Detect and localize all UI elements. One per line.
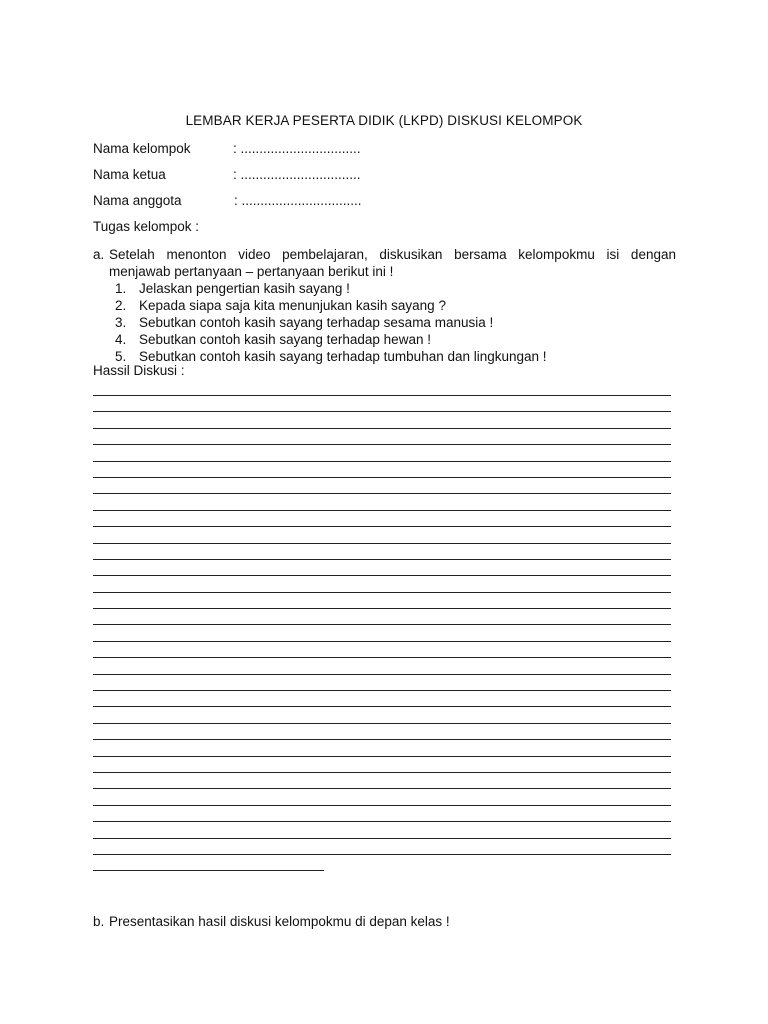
question-number: 1.: [115, 281, 127, 296]
answer-line: [93, 428, 671, 429]
field-nama-anggota: [93, 193, 362, 208]
answer-line: [93, 461, 671, 462]
field-label: Nama kelompok: [93, 141, 191, 156]
hasil-diskusi-label: Hassil Diskusi :: [93, 363, 185, 378]
answer-line: [93, 788, 671, 789]
field-blank: : ................................: [233, 141, 361, 156]
answer-line: [93, 477, 671, 478]
field-label: Nama ketua: [93, 167, 166, 182]
answer-line: [93, 723, 671, 724]
answer-line: [93, 411, 671, 412]
answer-line: [93, 444, 671, 445]
task-a-marker: a.: [93, 247, 105, 262]
question-number: 2.: [115, 298, 127, 313]
answer-line: [93, 575, 671, 576]
answer-line: [93, 592, 671, 593]
question-item: [93, 331, 676, 348]
answer-line: [93, 821, 671, 822]
field-blank: : ................................: [234, 193, 362, 208]
question-text: Sebutkan contoh kasih sayang terhadap hewan !: [139, 332, 431, 347]
answer-line: [93, 739, 671, 740]
answer-line: [93, 510, 671, 511]
question-number: 4.: [115, 332, 127, 347]
answer-line: [93, 690, 671, 691]
question-text: Sebutkan contoh kasih sayang terhadap sesama manusia !: [139, 315, 494, 330]
field-nama-ketua: [93, 167, 361, 182]
answer-line: [93, 559, 671, 560]
answer-line: [93, 756, 671, 757]
field-blank: : ................................: [233, 167, 361, 182]
question-item: [93, 314, 676, 331]
question-text: Sebutkan contoh kasih sayang terhadap tumbuhan dan lingkungan !: [139, 349, 547, 364]
worksheet-title: LEMBAR KERJA PESERTA DIDIK (LKPD) DISKUSI KELOMPOK: [185, 113, 583, 128]
question-item: [93, 280, 676, 297]
answer-line: [93, 526, 671, 527]
task-a-instruction: Setelah menonton video pembelajaran, diskusikan bersama kelompokmu isi dengan menjawab pertanyaan – pertanyaan berikut ini !: [109, 247, 676, 279]
question-list: [93, 280, 676, 365]
question-number: 5.: [115, 349, 127, 364]
question-item: [93, 297, 676, 314]
answer-line: [93, 674, 671, 675]
task-a: [93, 246, 676, 365]
task-b-marker: b.: [93, 914, 105, 929]
question-text: Kepada siapa saja kita menunjukan kasih sayang ?: [139, 298, 446, 313]
field-nama-kelompok: [93, 141, 361, 156]
answer-line: [93, 805, 671, 806]
answer-line: [93, 624, 671, 625]
answer-line: [93, 838, 671, 839]
answer-line: [93, 870, 324, 871]
task-b-instruction: Presentasikan hasil diskusi kelompokmu di depan kelas !: [109, 914, 450, 929]
answer-line: [93, 608, 671, 609]
answer-line: [93, 493, 671, 494]
answer-line: [93, 641, 671, 642]
question-number: 3.: [115, 315, 127, 330]
answer-line: [93, 395, 671, 396]
answer-line: [93, 772, 671, 773]
tugas-kelompok-label: Tugas kelompok :: [93, 219, 200, 234]
answer-line: [93, 657, 671, 658]
field-label: Nama anggota: [93, 193, 182, 208]
answer-line: [93, 854, 671, 855]
answer-lines: [93, 395, 671, 887]
answer-line: [93, 543, 671, 544]
task-b: [93, 914, 450, 929]
question-text: Jelaskan pengertian kasih sayang !: [139, 281, 350, 296]
answer-line: [93, 706, 671, 707]
